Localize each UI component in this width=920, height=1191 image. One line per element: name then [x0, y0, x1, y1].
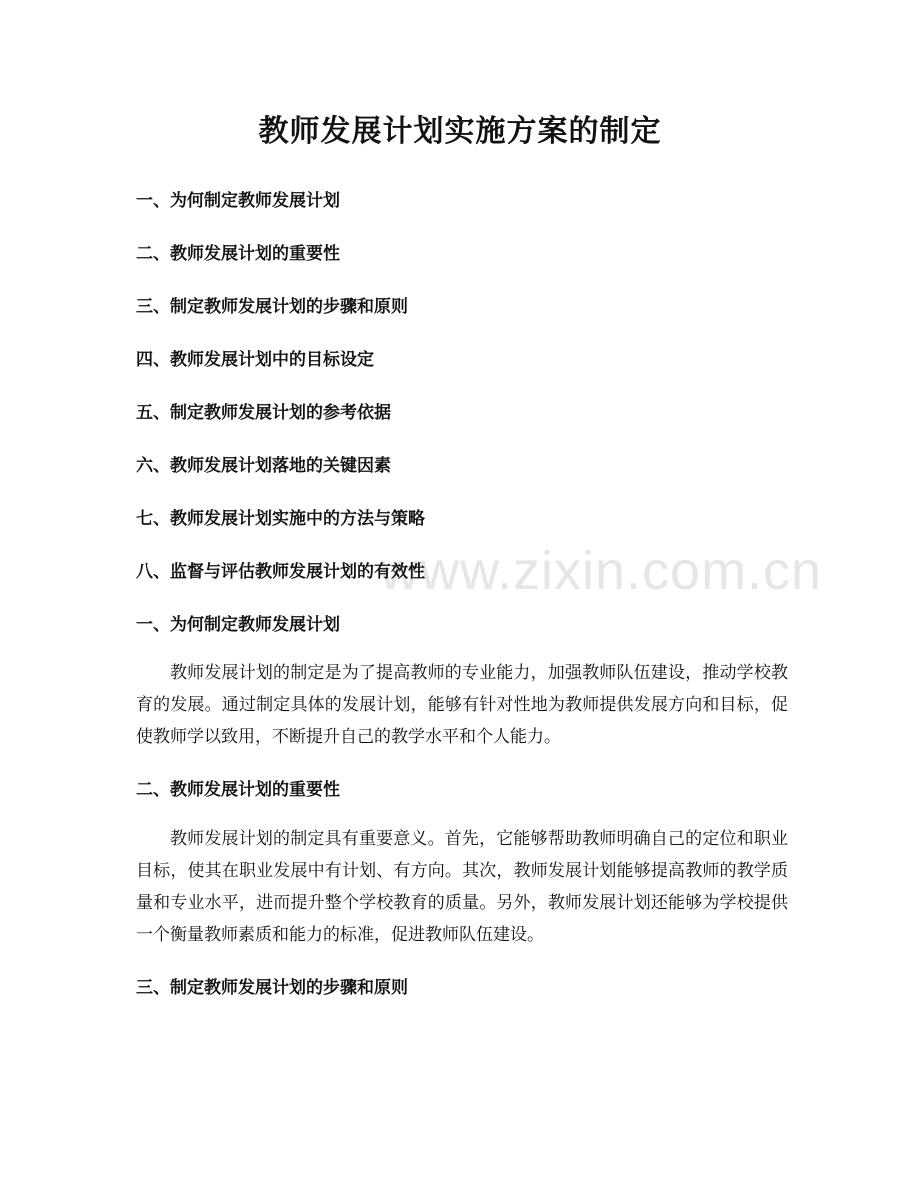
section-paragraph: 教师发展计划的制定是为了提高教师的专业能力，加强教师队伍建设，推动学校教育的发展。通过制定具体的发展计划，能够有针对性地为教师提供发展方向和目标，促使教师学以致用，不断提升自己的教学水平和个人能力。 [136, 663, 788, 747]
section-heading: 二、教师发展计划的重要性 [136, 780, 340, 800]
watermark: www.zixin.com.cn [380, 541, 823, 601]
section-paragraph: 教师发展计划的制定具有重要意义。首先，它能够帮助教师明确自己的定位和职业目标，使其在职业发展中有计划、有方向。其次，教师发展计划能够提高教师的教学质量和专业水平，进而提升整个学校教育的质量。另外，教师发展计划还能够为学校提供一个衡量教师素质和能力的标准，促进教师队伍建设。 [136, 829, 788, 945]
document-title: 教师发展计划实施方案的制定 [258, 114, 662, 149]
toc-item: 七、教师发展计划实施中的方法与策略 [136, 509, 425, 529]
section-heading: 一、为何制定教师发展计划 [136, 615, 340, 635]
document-body [136, 610, 788, 1003]
table-of-contents [136, 186, 796, 610]
toc-item: 四、教师发展计划中的目标设定 [136, 350, 374, 370]
toc-item: 一、为何制定教师发展计划 [136, 191, 340, 211]
toc-item: 五、制定教师发展计划的参考依据 [136, 403, 391, 423]
toc-item: 八、监督与评估教师发展计划的有效性 [136, 562, 425, 582]
toc-item: 二、教师发展计划的重要性 [136, 244, 340, 264]
toc-item: 三、制定教师发展计划的步骤和原则 [136, 297, 408, 317]
toc-item: 六、教师发展计划落地的关键因素 [136, 456, 391, 476]
section-heading: 三、制定教师发展计划的步骤和原则 [136, 978, 408, 998]
